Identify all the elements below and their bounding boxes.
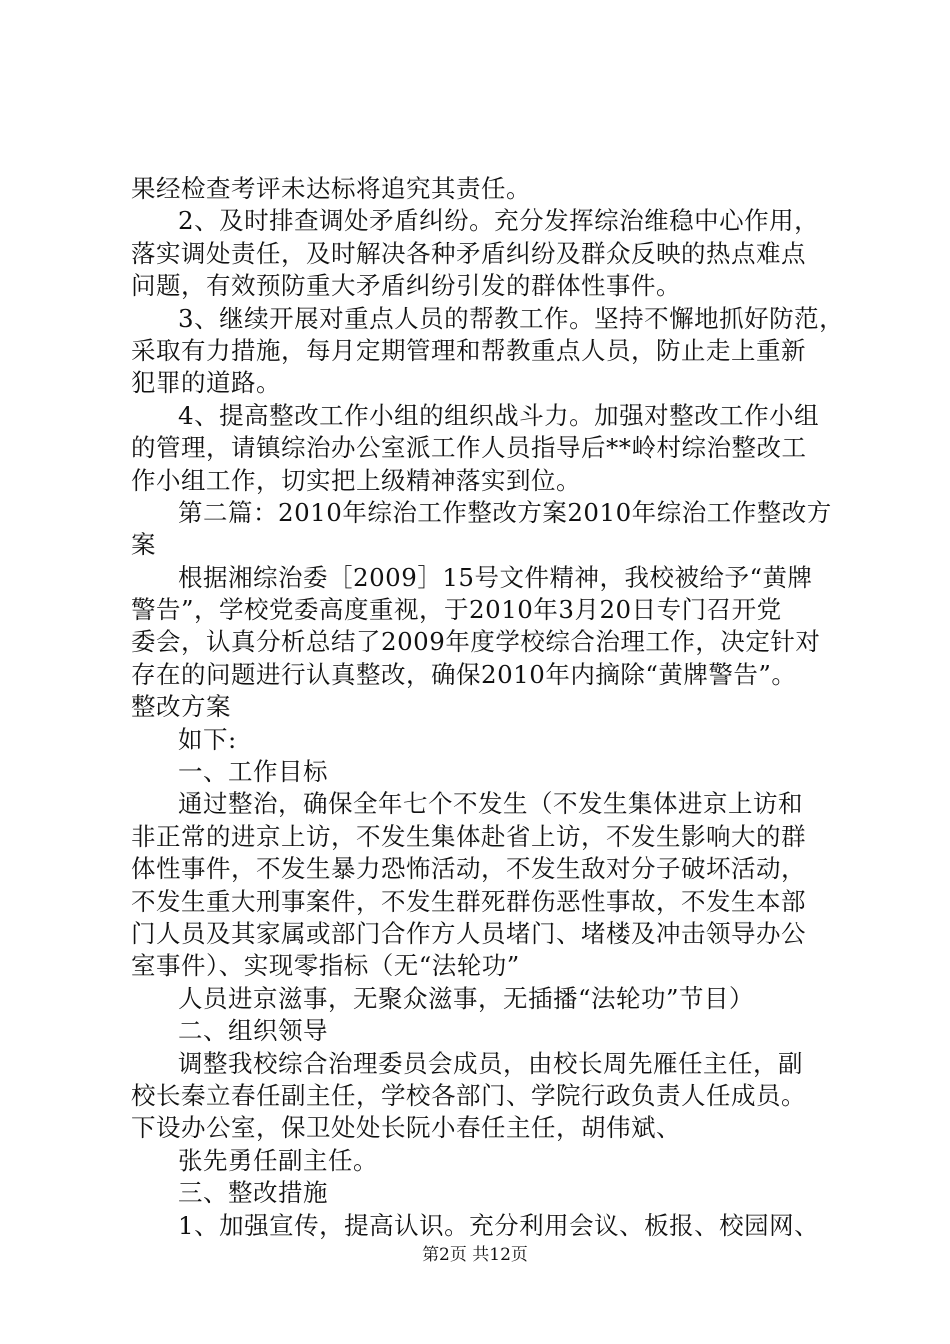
document-body	[131, 173, 845, 1242]
text-line: 调整我校综合治理委员会成员，由校长周先雁任主任，副	[178, 1048, 803, 1078]
text-line: 校长秦立春任副主任，学校各部门、学院行政负责人任成员。	[131, 1080, 806, 1110]
text-line: 下设办公室，保卫处处长阮小春任主任，胡伟斌、	[131, 1113, 681, 1143]
text-line: 一、工作目标	[178, 757, 328, 787]
text-line: 4、提高整改工作小组的组织战斗力。加强对整改工作小组	[178, 400, 820, 430]
text-line: 的管理，请镇综治办公室派工作人员指导后**岭村综治整改工	[131, 433, 807, 463]
text-line: 作小组工作，切实把上级精神落实到位。	[131, 465, 581, 495]
text-line: 案	[131, 530, 156, 560]
text-line: 通过整治，确保全年七个不发生（不发生集体进京上访和	[178, 789, 803, 819]
text-line: 体性事件，不发生暴力恐怖活动，不发生敌对分子破坏活动，	[131, 854, 806, 884]
text-line: 警告”，学校党委高度重视，于2010年3月20日专门召开党	[131, 595, 782, 625]
text-line: 落实调处责任，及时解决各种矛盾纠纷及群众反映的热点难点	[131, 238, 806, 268]
text-line: 人员进京滋事，无聚众滋事，无插播“法轮功”节目）	[178, 983, 755, 1013]
text-line: 3、继续开展对重点人员的帮教工作。坚持不懈地抓好防范，	[178, 303, 845, 333]
text-line: 犯罪的道路。	[131, 368, 281, 398]
text-line: 1、加强宣传，提高认识。充分利用会议、板报、校园网、	[178, 1210, 820, 1240]
text-line: 张先勇任副主任。	[178, 1145, 378, 1175]
text-line: 三、整改措施	[178, 1178, 328, 1208]
text-line: 委会，认真分析总结了2009年度学校综合治理工作，决定针对	[131, 627, 821, 657]
text-line: 二、组织领导	[178, 1016, 328, 1046]
text-line: 果经检查考评未达标将追究其责任。	[131, 174, 531, 203]
text-line: 如下:	[178, 724, 237, 754]
page-footer: 第2页 共12页	[422, 1245, 528, 1265]
text-line: 非正常的进京上访，不发生集体赴省上访，不发生影响大的群	[131, 821, 806, 851]
text-line: 根据湘综治委［2009］15号文件精神，我校被给予“黄牌	[178, 562, 813, 592]
text-line: 第二篇：2010年综治工作整改方案2010年综治工作整改方	[178, 497, 832, 527]
text-line: 不发生重大刑事案件，不发生群死群伤恶性事故，不发生本部	[131, 886, 806, 916]
text-line: 存在的问题进行认真整改，确保2010年内摘除“黄牌警告”。	[131, 659, 797, 689]
text-line: 门人员及其家属或部门合作方人员堵门、堵楼及冲击领导办公	[131, 918, 806, 948]
text-line: 室事件）、实现零指标（无“法轮功”	[131, 951, 520, 981]
text-line: 采取有力措施，每月定期管理和帮教重点人员，防止走上重新	[131, 335, 806, 365]
text-line: 2、及时排查调处矛盾纠纷。充分发挥综治维稳中心作用，	[178, 206, 820, 236]
text-line: 整改方案	[131, 692, 231, 722]
text-line: 问题，有效预防重大矛盾纠纷引发的群体性事件。	[131, 271, 681, 301]
